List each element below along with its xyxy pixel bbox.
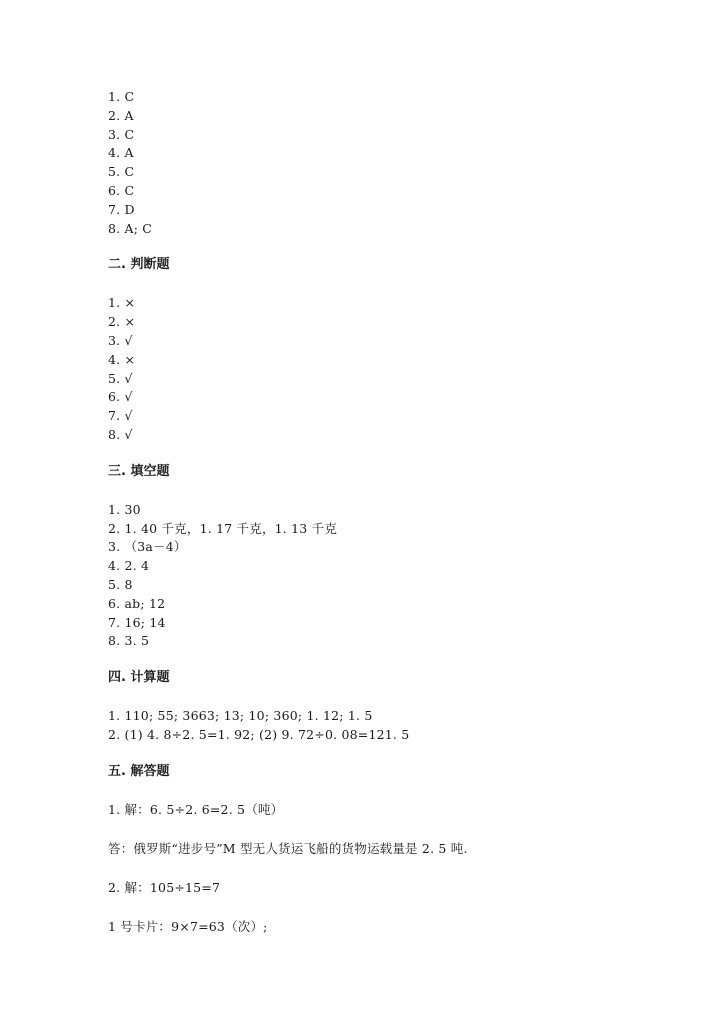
list-item: 2. A — [108, 107, 134, 123]
list-item: 4. × — [108, 351, 136, 367]
list-item: 3. √ — [108, 332, 133, 348]
section-heading: 四. 计算题 — [108, 670, 170, 686]
list-item: 1. 30 — [108, 501, 141, 517]
list-item: 7. 16; 14 — [108, 614, 166, 630]
list-item: 5. 8 — [108, 576, 133, 592]
list-item: 6. ab; 12 — [108, 595, 166, 611]
section-heading: 二. 判断题 — [108, 257, 170, 273]
list-item: 7. √ — [108, 408, 133, 424]
list-item: 4. A — [108, 145, 134, 161]
list-item: 7. D — [108, 201, 135, 217]
list-item: 5. C — [108, 164, 135, 180]
section-calculation — [108, 669, 648, 745]
paragraph: 答：俄罗斯“进步号”M 型无人货运飞船的货物运载量是 2. 5 吨. — [108, 840, 468, 856]
list-item: 1. 110; 55; 3663; 13; 10; 360; 1. 12; 1. 5 — [108, 708, 373, 724]
list-item: 2. × — [108, 314, 136, 330]
list-item: 6. √ — [108, 389, 133, 405]
list-item: 3. C — [108, 126, 135, 142]
list-item: 1. C — [108, 89, 135, 104]
list-item: 2. (1) 4. 8÷2. 5=1. 92; (2) 9. 72÷0. 08=121. 5 — [108, 726, 410, 742]
list-item: 1. × — [108, 295, 136, 311]
list-item: 2. 1. 40 千克，1. 17 千克，1. 13 千克 — [108, 520, 338, 536]
section-choice-answers — [108, 88, 648, 238]
list-item: 5. √ — [108, 370, 133, 386]
list-item: 6. C — [108, 182, 135, 198]
list-item: 8. A; C — [108, 220, 153, 236]
section-true-false — [108, 256, 648, 444]
list-item: 8. 3. 5 — [108, 633, 150, 649]
section-word-problems — [108, 763, 648, 936]
list-item: 4. 2. 4 — [108, 558, 150, 574]
section-fill-blank — [108, 463, 648, 651]
list-item: 8. √ — [108, 426, 133, 442]
list-item: 3. （3a－4） — [108, 539, 187, 555]
paragraph: 1 号卡片：9×7=63（次）; — [108, 918, 268, 934]
section-heading: 五. 解答题 — [108, 763, 170, 779]
section-heading: 三. 填空题 — [108, 463, 170, 479]
answer-sheet — [108, 88, 648, 936]
paragraph: 1. 解：6. 5÷2. 6=2. 5（吨） — [108, 801, 284, 817]
paragraph: 2. 解：105÷15=7 — [108, 879, 221, 895]
